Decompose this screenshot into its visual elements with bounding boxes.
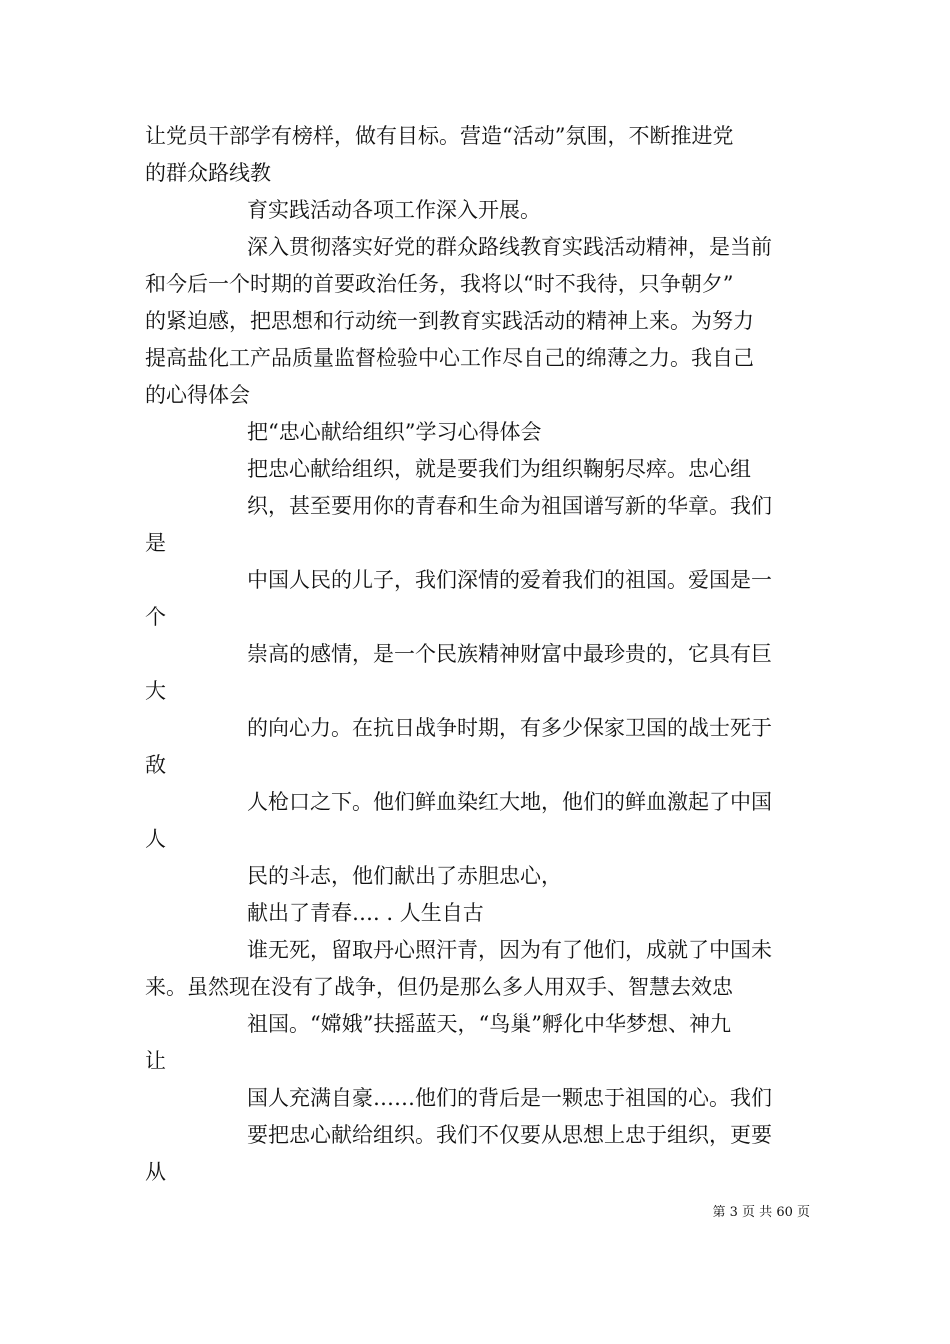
text-line: 崇高的感情，是一个民族精神财富中最珍贵的，它具有巨 xyxy=(247,642,772,666)
text-line: 大 xyxy=(145,679,166,703)
document-body xyxy=(145,118,810,1191)
text-line: 要把忠心献给组织。我们不仅要从思想上忠于组织，更要 xyxy=(247,1123,772,1147)
text-line: 让 xyxy=(145,1049,166,1073)
text-line: 让党员干部学有榜样，做有目标。营造“活动”氛围，不断推进党 xyxy=(145,124,734,148)
text-line: 深入贯彻落实好党的群众路线教育实践活动精神，是当前 xyxy=(247,235,772,259)
text-line: 国人充满自豪……他们的背后是一颗忠于祖国的心。我们 xyxy=(247,1086,772,1110)
text-line: 谁无死，留取丹心照汗青，因为有了他们，成就了中国未 xyxy=(247,938,772,962)
text-line: 把“忠心献给组织”学习心得体会 xyxy=(247,420,542,444)
text-line: 织，甚至要用你的青春和生命为祖国谱写新的华章。我们 xyxy=(247,494,772,518)
text-line: 和今后一个时期的首要政治任务，我将以“时不我待，只争朝夕” xyxy=(145,272,734,296)
text-line: 的群众路线教 xyxy=(145,161,271,185)
text-line: 的心得体会 xyxy=(145,383,250,407)
text-line: 敌 xyxy=(145,753,166,777)
text-line: 个 xyxy=(145,605,166,629)
text-line: 提高盐化工产品质量监督检验中心工作尽自己的绵薄之力。我自己 xyxy=(145,346,754,370)
text-line: 献出了青春…. . 人生自古 xyxy=(247,901,484,925)
text-line: 把忠心献给组织，就是要我们为组织鞠躬尽瘁。忠心组 xyxy=(247,457,751,481)
text-line: 是 xyxy=(145,531,166,555)
page-number-footer: 第 3 页 共 60 页 xyxy=(712,1205,810,1220)
text-line: 民的斗志，他们献出了赤胆忠心， xyxy=(247,864,562,888)
text-line: 的紧迫感，把思想和行动统一到教育实践活动的精神上来。为努力 xyxy=(145,309,754,333)
text-line: 人 xyxy=(145,827,166,851)
text-line: 的向心力。在抗日战争时期，有多少保家卫国的战士死于 xyxy=(247,716,772,740)
text-line: 人枪口之下。他们鲜血染红大地，他们的鲜血激起了中国 xyxy=(247,790,772,814)
text-line: 来。虽然现在没有了战争，但仍是那么多人用双手、智慧去效忠 xyxy=(145,975,733,999)
text-line: 中国人民的儿子，我们深情的爱着我们的祖国。爱国是一 xyxy=(247,568,772,592)
text-line: 祖国。“嫦娥”扶摇蓝天，“鸟巢”孵化中华梦想、神九 xyxy=(247,1012,731,1036)
text-line: 从 xyxy=(145,1160,166,1184)
text-line: 育实践活动各项工作深入开展。 xyxy=(247,198,541,222)
